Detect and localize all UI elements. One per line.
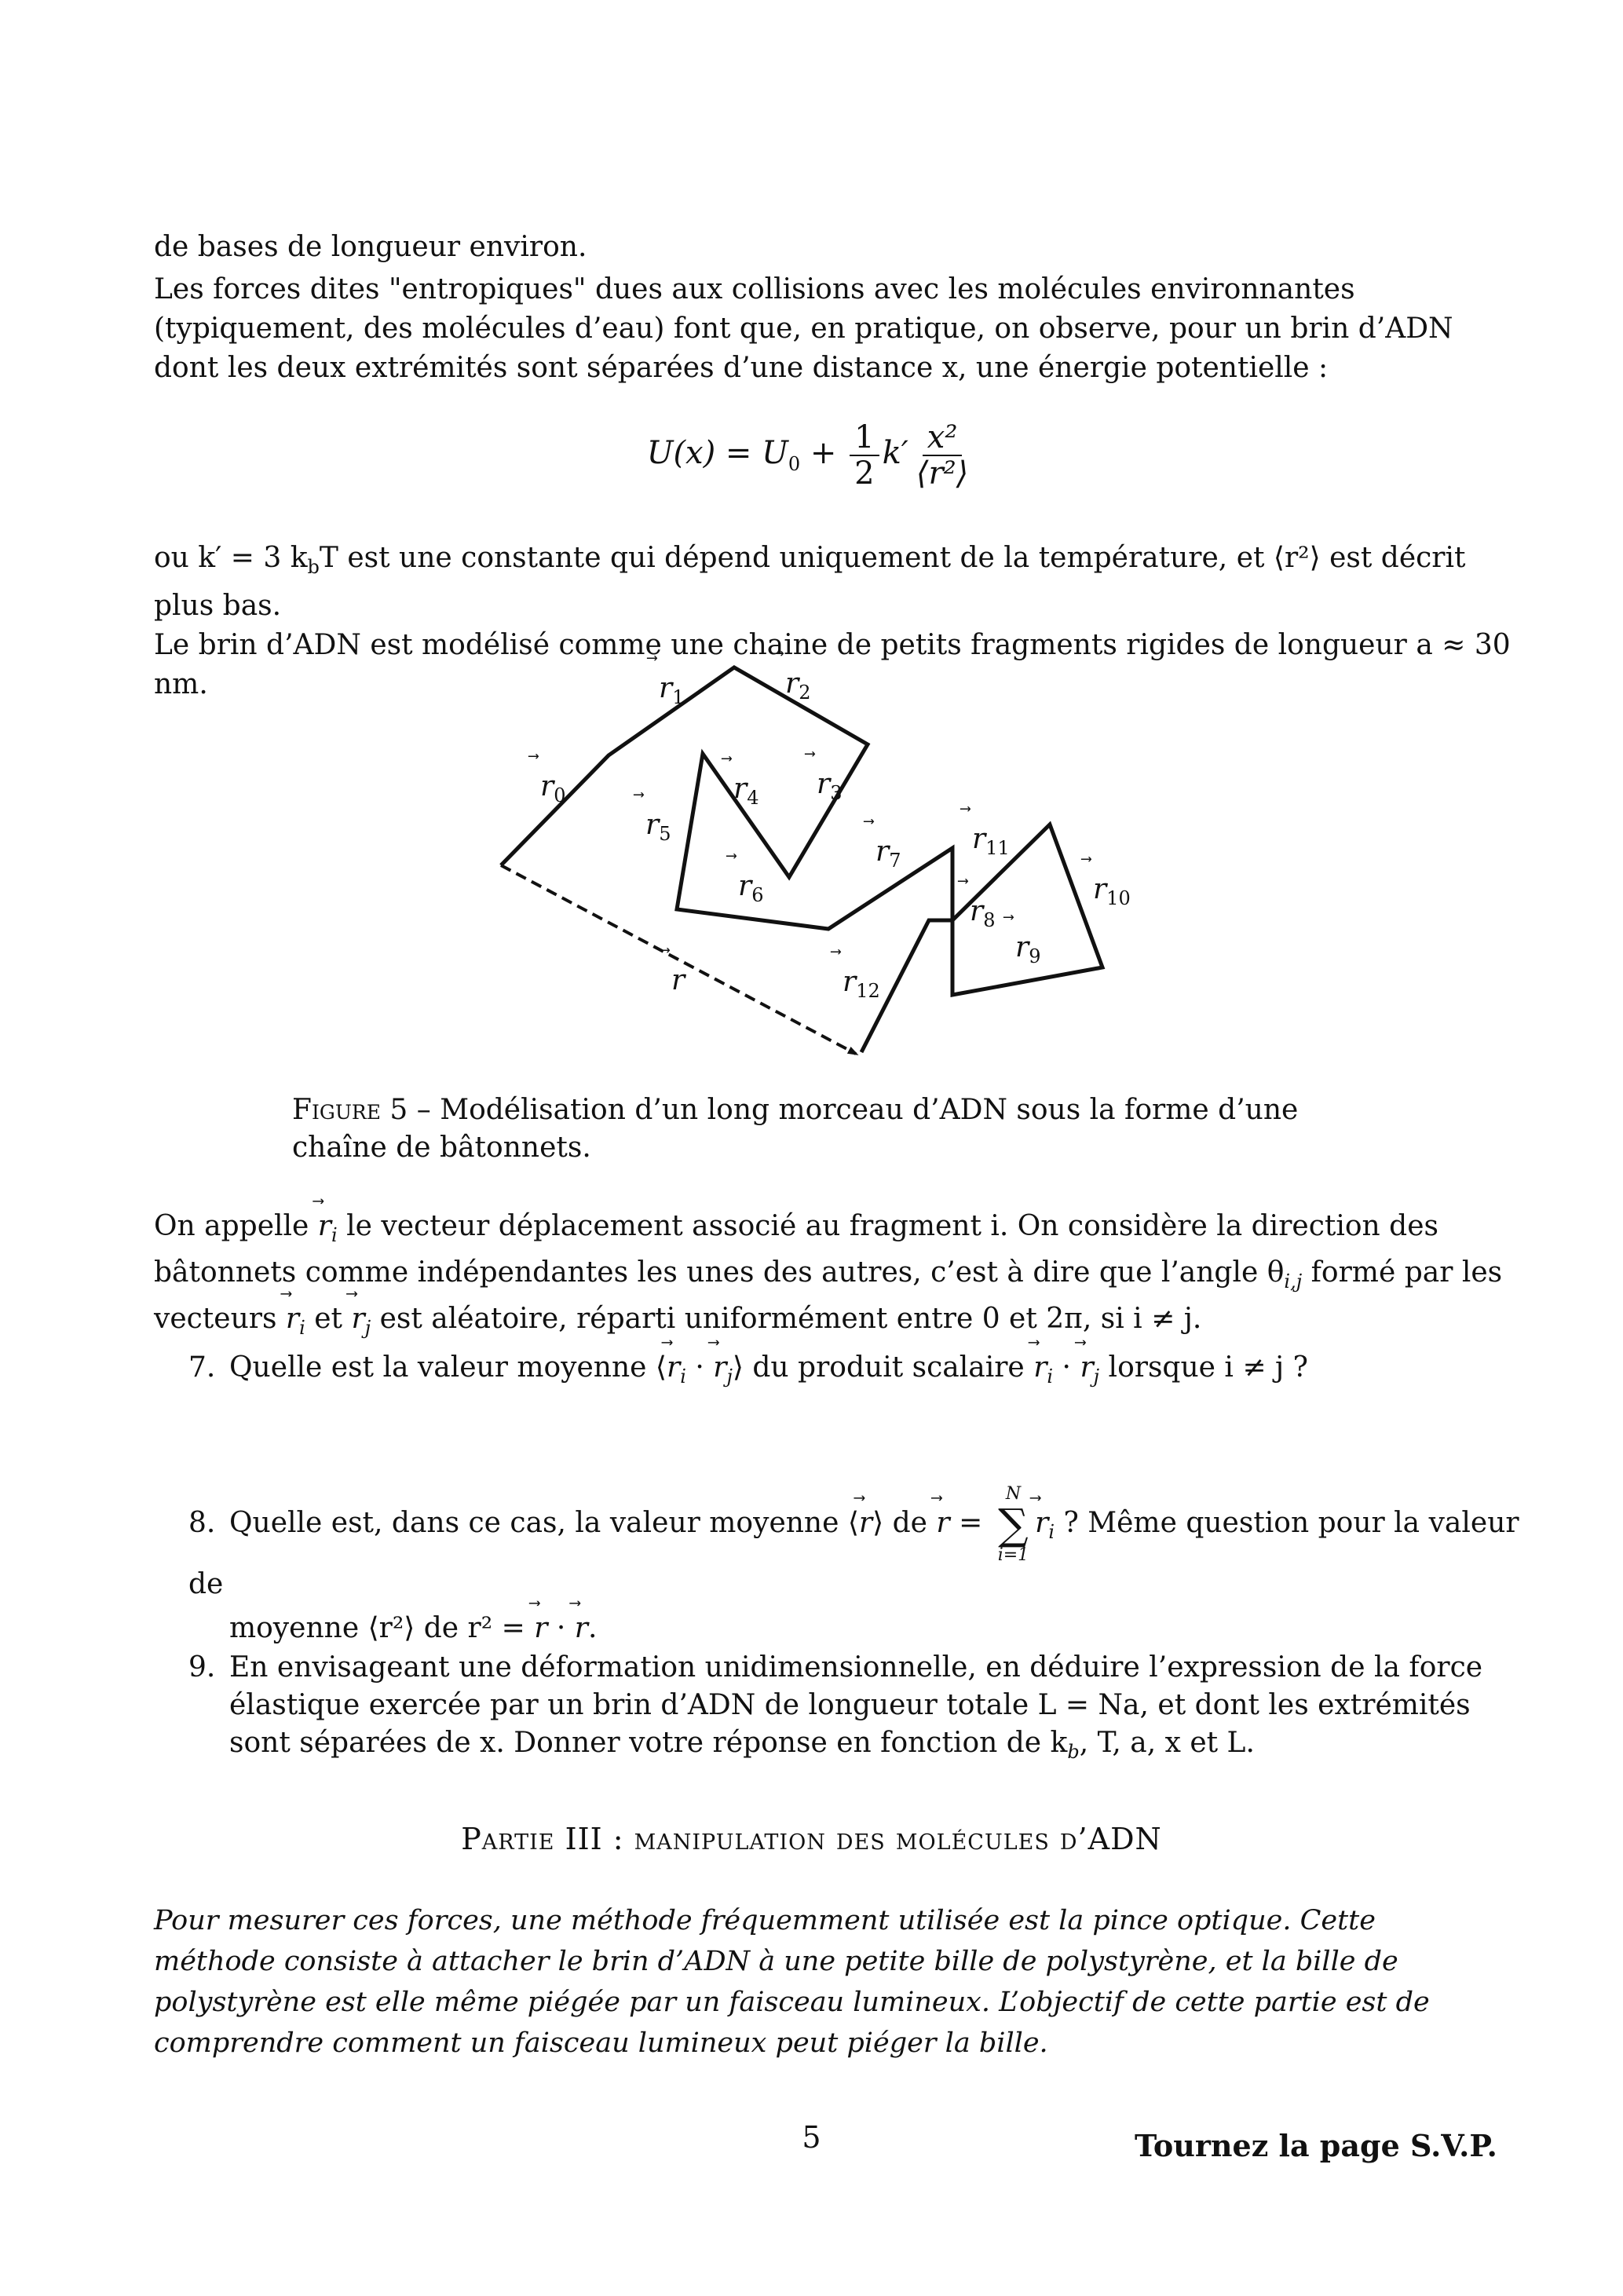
label-r11: $r_{11}$ — [972, 823, 1010, 859]
label-r9: $r_9$ — [1015, 931, 1041, 967]
equation-plus: + — [800, 435, 847, 471]
figure-caption-text: – Modélisation d’un long morceau d’ADN sous la forme d’une chaîne de bâtonnets. — [292, 1094, 1299, 1164]
theta-sub: i,j — [1284, 1270, 1303, 1293]
label-r10: $r_{10}$ — [1093, 873, 1131, 909]
question-7-b: ⟩ du produit scalaire — [732, 1351, 1034, 1384]
question-9 — [188, 1649, 1523, 1771]
paragraph-top-line2: Les forces dites "entropiques" dues aux collisions avec les molécules environnantes (typiquement, des molécules d’eau) font que, en pratique, on observe, pour un brin d’ADN dont les deux extrémités sont séparées d’une distance x, une énergie potentielle : — [154, 273, 1453, 384]
arrow-r10 — [1080, 857, 1092, 862]
fraction-x2: x² — [923, 420, 963, 456]
question-8-c: = — [949, 1507, 992, 1539]
q7-vector-rj-2: ⃗ r — [1080, 1349, 1093, 1387]
paragraph-vectors: On appelle ⃗ $r_i$ le vecteur déplacement associé au fragment i. On considère la direction des bâtonnets comme indépendantes les unes des autres, c’est à dire que l’angle $\theta_{i,j}$ formé par les vecteurs ⃗ $r_i$ et ⃗ $r_j$ est aléatoire, réparti uniformément entre 0 et 2π, si i ≠ j. — [154, 1208, 1504, 1347]
label-r8: $r_8$ — [970, 895, 996, 931]
arrow-r9 — [1003, 915, 1014, 920]
sum-symbol — [998, 1484, 1029, 1566]
question-8-line1: 8. Quelle est, dans ce cas, la valeur moyenne ⟨⃗ r⟩ de ⃗ r = N ∑ i=1 ⃗ $r_i$ ? Même question pour la valeur de — [188, 1484, 1523, 1603]
q7-vector-ri: ⃗ r — [667, 1349, 680, 1387]
label-r0: $r_0$ — [540, 770, 566, 806]
arrow-r7 — [863, 819, 875, 824]
question-8-a: Quelle est, dans ce cas, la valeur moyenne ⟨ — [229, 1507, 859, 1539]
question-8-line2-c: . — [588, 1612, 598, 1644]
section-title: Partie III : manipulation des molécules d’ADN — [461, 1822, 1162, 1856]
paragraph-vectors-b: le vecteur déplacement associé au fragment i. On considère la direction des bâtonnets comme indépendantes les unes des autres, c’est à dire que l’angle θ — [154, 1210, 1438, 1289]
sigma-icon: ∑ — [998, 1500, 1029, 1549]
equation-lhs: U(x) = U — [646, 435, 788, 471]
label-r5: $r_5$ — [645, 809, 671, 845]
question-8-d: ? Même question pour la valeur de — [188, 1507, 1519, 1600]
paragraph-mid-line1-a: ou k′ = 3 k — [154, 542, 308, 574]
question-7-number: 7. — [188, 1351, 216, 1384]
question-8-b: ⟩ de — [872, 1507, 937, 1539]
question-9-body — [229, 1649, 1523, 1771]
question-9-end: , T, a, x et L. — [1079, 1727, 1255, 1759]
arrow-r2 — [773, 651, 784, 656]
question-8-number: 8. — [188, 1507, 216, 1539]
turn-page-note: Tournez la page S.V.P. — [1135, 2128, 1497, 2163]
arrow-r0 — [528, 754, 539, 759]
vector-ri: ⃗ r — [318, 1208, 331, 1245]
equation-k: k′ — [882, 435, 908, 471]
paragraph-top-line1: de bases de longueur environ. — [154, 231, 587, 263]
section-intro: Pour mesurer ces forces, une méthode fréquemment utilisée est la pince optique. Cette méthode consiste à attacher le brin d’ADN à une petite bille de polystyrène, et la bille de polystyrène est elle même piégée par un faisceau lumineux. L’objectif de cette partie est de comprendre comment un faisceau lumineux peut piéger la bille. — [154, 1905, 1430, 2059]
q8-vector-ri: ⃗ r — [1035, 1504, 1048, 1542]
paragraph-vectors-a: On appelle — [154, 1210, 318, 1242]
arrow-r5 — [633, 792, 645, 798]
label-r7: $r_7$ — [875, 835, 901, 872]
arrow-r4 — [721, 756, 733, 762]
arrow-r8 — [957, 879, 969, 884]
label-r12: $r_{12}$ — [843, 966, 880, 1002]
question-9-text: En envisageant une déformation unidimensionnelle, en déduire l’expression de la force élastique exercée par un brin d’ADN de longueur totale L = Na, et dont les extrémités sont séparées de x. Donner votre réponse en fonction de k — [229, 1651, 1483, 1759]
vector-ri-2: ⃗ r — [286, 1300, 299, 1338]
q8-vector-r: ⃗ r — [859, 1504, 872, 1542]
q8-vector-r-3: ⃗ r — [534, 1610, 547, 1647]
label-r6: $r_6$ — [738, 870, 764, 906]
equation-lhs-sub: 0 — [788, 453, 801, 475]
q7-vector-ri-2: ⃗ r — [1033, 1349, 1047, 1387]
paragraph-vectors-e: est aléatoire, réparti uniformément entre 0 et 2π, si i ≠ j. — [371, 1303, 1202, 1336]
label-r1: $r_1$ — [659, 672, 685, 708]
label-r4: $r_4$ — [733, 773, 759, 809]
question-7-a: Quelle est la valeur moyenne ⟨ — [229, 1351, 667, 1384]
question-8-line2-b: · — [547, 1612, 575, 1644]
page-number: 5 — [802, 2120, 821, 2155]
paragraph-mid-line2: Le brin d’ADN est modélisé comme une chaine de petits fragments rigides de longueur a ≈ 30 nm. — [154, 629, 1511, 701]
q7-vector-rj: ⃗ r — [713, 1349, 726, 1387]
arrow-r3 — [804, 751, 816, 757]
sum-top: N — [1005, 1484, 1022, 1504]
fraction-half-den: 2 — [854, 455, 875, 492]
arrow-r12 — [830, 949, 842, 955]
paragraph-vectors-c: formé par les vecteurs — [154, 1256, 1503, 1336]
arrow-r1 — [646, 656, 658, 661]
question-8 — [188, 1484, 1523, 1647]
figure-caption-label: Figure 5 — [292, 1094, 408, 1126]
arrow-r6 — [726, 854, 737, 859]
figure-caption — [292, 1091, 1391, 1167]
question-9-number: 9. — [188, 1651, 216, 1684]
q8-vector-r-2: ⃗ r — [936, 1504, 949, 1542]
arrow-r11 — [960, 806, 971, 812]
question-7-c: lorsque i ≠ j ? — [1099, 1351, 1308, 1384]
label-r3: $r_3$ — [817, 768, 843, 804]
label-r-resultant: r — [671, 964, 685, 996]
paragraph-mid-line1-b: T est une constante qui dépend uniquement de la température, et ⟨r²⟩ est décrit plus bas. — [154, 542, 1466, 623]
question-7: 7. Quelle est la valeur moyenne ⟨⃗ $r_i$ · ⃗ $r_j⟩$ du produit scalaire ⃗ $r_i$ · ⃗ $r_j$ lorsque i ≠ j ? — [188, 1349, 1523, 1395]
question-8-line2-a: moyenne ⟨r²⟩ de r² = — [229, 1612, 535, 1644]
question-9-sub: b — [1067, 1741, 1080, 1764]
question-8-line2 — [188, 1610, 1523, 1647]
paragraph-mid-line1-sub: b — [307, 556, 320, 579]
sum-bottom: i=1 — [997, 1545, 1029, 1565]
q8-vector-r-4: ⃗ r — [575, 1610, 588, 1647]
fraction-r2: ⟨r²⟩ — [916, 455, 969, 492]
vector-rj: ⃗ r — [351, 1300, 364, 1338]
fraction-half-num: 1 — [850, 420, 879, 456]
paragraph-vectors-d: et — [305, 1303, 352, 1336]
label-r2: $r_2$ — [785, 667, 811, 704]
dna-chain-polyline — [501, 667, 1102, 1052]
